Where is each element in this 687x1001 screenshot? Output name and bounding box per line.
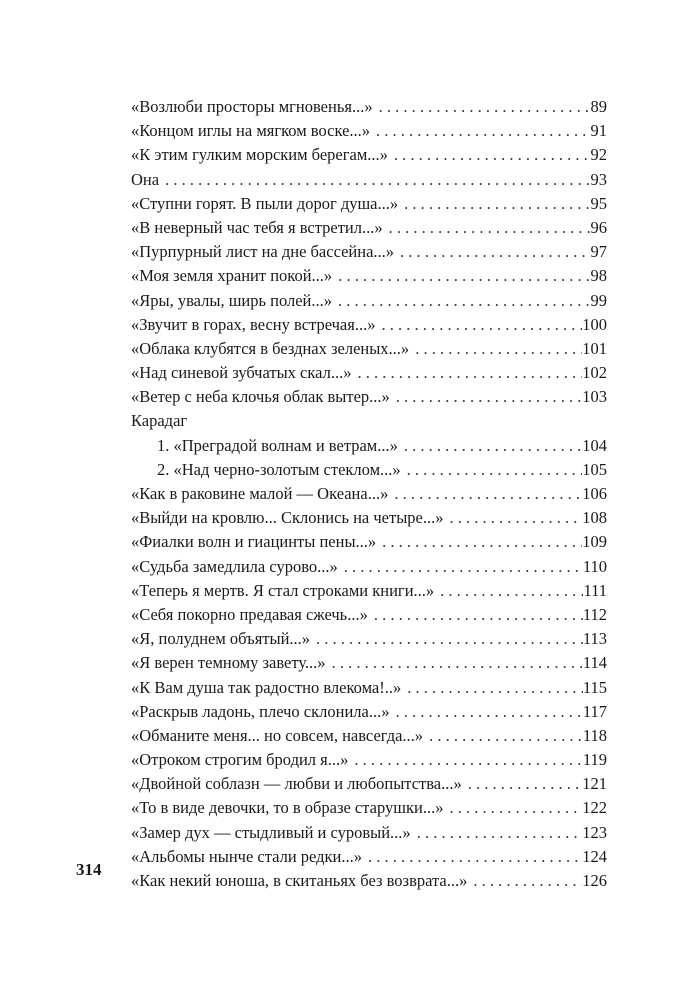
toc-entry-title: «Судьба замедлила сурово...» — [131, 556, 338, 576]
toc-entry-title: «Возлюби просторы мгновенья...» — [131, 97, 373, 116]
toc-entry-title: «Как некий юноша, в скитаньях без возврата...» — [131, 871, 468, 890]
toc-entry — [131, 724, 607, 748]
toc-entry-title: «Обманите меня... но совсем, навсегда...» — [131, 725, 424, 745]
leader-dots — [362, 845, 582, 869]
toc-entry-title: «Над синевой зубчатых скал...» — [131, 363, 352, 383]
toc-entry-title: «Облака клубятся в безднах зеленых...» — [131, 338, 410, 358]
leader-dots — [398, 434, 582, 458]
toc-entry-page: 124 — [582, 846, 607, 866]
toc-entry — [131, 821, 607, 845]
toc-entry-page: 104 — [582, 435, 607, 455]
toc-entry-title: «Раскрыв ладонь, плечо склонила...» — [131, 701, 390, 721]
leader-dots — [409, 337, 582, 361]
toc-entry-title: «То в виде девочки, то в образе старушки...» — [131, 798, 444, 818]
toc-section-title: Карадаг — [131, 411, 188, 431]
toc-section-heading — [131, 409, 607, 433]
toc-entry-title: «Фиалки волн и гиацинты пены...» — [131, 532, 377, 552]
toc-entry-page: 119 — [582, 750, 607, 770]
toc-entry-page: 111 — [583, 580, 607, 600]
toc-entry-title: 1. «Преградой волнам и ветрам...» — [157, 435, 398, 455]
toc-entry — [131, 869, 607, 893]
leader-dots — [332, 264, 590, 288]
toc-entry-page: 101 — [582, 338, 607, 358]
toc-entry — [131, 385, 607, 409]
toc-entry-title: «Отроком строгим бродил я...» — [131, 750, 349, 770]
leader-dots — [443, 796, 582, 820]
toc-entry-title: «Яры, увалы, ширь полей...» — [131, 290, 333, 310]
toc-entry — [131, 313, 607, 337]
toc-entry-title: «Ступни горят. В пыли дорог душа...» — [131, 193, 399, 213]
toc-entry-title: «К этим гулким морским берегам...» — [131, 145, 388, 165]
page-number: 314 — [76, 860, 102, 879]
leader-dots — [389, 700, 582, 724]
toc-entry-page: 95 — [590, 193, 607, 213]
toc-entry — [131, 627, 607, 651]
leader-dots — [159, 168, 590, 192]
toc-entry-page: 105 — [582, 459, 607, 479]
leader-dots — [375, 313, 582, 337]
toc-entry-title: «Теперь я мертв. Я стал строками книги...» — [131, 580, 435, 600]
leader-dots — [370, 119, 590, 143]
toc-entry-page: 106 — [582, 484, 607, 503]
toc-entry — [131, 143, 607, 167]
toc-entry-page: 100 — [582, 314, 607, 334]
toc-entry — [131, 337, 607, 361]
toc-entry-page: 102 — [582, 363, 607, 383]
leader-dots — [348, 748, 582, 772]
toc-entry — [131, 240, 607, 264]
leader-dots — [394, 240, 590, 264]
toc-entry-title: «Двойной соблазн — любви и любопытства...» — [131, 774, 462, 794]
toc-entry-title: 2. «Над черно-золотым стеклом...» — [157, 459, 401, 479]
toc-entry-page: 96 — [590, 217, 607, 237]
toc-entry-title: «Альбомы нынче стали редки...» — [131, 846, 363, 866]
toc-subentry — [131, 434, 607, 458]
leader-dots — [376, 530, 582, 554]
leader-dots — [462, 772, 582, 796]
toc-entry-page: 113 — [582, 629, 607, 649]
toc-entry — [131, 119, 607, 143]
toc-entry-page: 98 — [590, 266, 607, 286]
toc-entry — [131, 603, 607, 627]
toc-entry — [131, 361, 607, 385]
toc-entry-title: «Себя покорно предавая сжечь...» — [131, 604, 368, 624]
toc-entry-page: 126 — [582, 871, 607, 890]
toc-subentry — [131, 458, 607, 482]
leader-dots — [434, 579, 583, 603]
toc-entry — [131, 289, 607, 313]
leader-dots — [444, 506, 583, 530]
toc-entry-page: 108 — [582, 508, 607, 528]
toc-entry-title: Она — [131, 169, 160, 189]
toc-entry-page: 103 — [582, 387, 607, 407]
toc-entry-title: «Я, полуднем объятый...» — [131, 629, 311, 649]
leader-dots — [401, 676, 583, 700]
leader-dots — [332, 289, 590, 313]
toc-entry — [131, 216, 607, 240]
toc-entry — [131, 748, 607, 772]
toc-entry — [131, 95, 607, 119]
toc-entry-title: «Концом иглы на мягком воске...» — [131, 121, 371, 141]
toc-entry-title: «К Вам душа так радостно влекома!..» — [131, 677, 402, 697]
toc-entry — [131, 192, 607, 216]
toc-entry — [131, 676, 607, 700]
toc-entry-page: 122 — [582, 798, 607, 818]
toc-entry-page: 91 — [590, 121, 607, 141]
toc-entry-page: 121 — [582, 774, 607, 794]
toc-entry-page: 99 — [590, 290, 607, 310]
toc-entry-title: «Ветер с неба клочья облак вытер...» — [131, 387, 390, 407]
toc-entry-page: 110 — [582, 556, 607, 576]
leader-dots — [423, 724, 583, 748]
toc-entry-page: 109 — [582, 532, 607, 552]
toc-entry — [131, 530, 607, 554]
leader-dots — [373, 95, 591, 119]
toc-entry-page: 89 — [590, 97, 607, 116]
leader-dots — [388, 482, 582, 506]
toc-entry-page: 97 — [590, 242, 607, 262]
toc-entry — [131, 651, 607, 675]
leader-dots — [368, 603, 583, 627]
toc-entry-page: 112 — [582, 604, 607, 624]
leader-dots — [338, 555, 583, 579]
leader-dots — [351, 361, 582, 385]
toc-entry-title: «Как в раковине малой — Океана...» — [131, 484, 389, 503]
toc-entry — [131, 506, 607, 530]
toc-entry-page: 118 — [582, 725, 607, 745]
toc-entry — [131, 845, 607, 869]
toc-entry-page: 114 — [582, 653, 607, 673]
leader-dots — [326, 651, 583, 675]
leader-dots — [411, 821, 583, 845]
toc-entry — [131, 482, 607, 506]
toc-entry — [131, 796, 607, 820]
toc-entry-page: 92 — [590, 145, 607, 165]
leader-dots — [401, 458, 583, 482]
leader-dots — [388, 143, 591, 167]
toc-entry — [131, 555, 607, 579]
toc-entry — [131, 168, 607, 192]
toc-entry-title: «Пурпурный лист на дне бассейна...» — [131, 242, 395, 262]
toc-entry-title: «Замер дух — стыдливый и суровый...» — [131, 822, 411, 842]
leader-dots — [310, 627, 583, 651]
toc-entry-title: «В неверный час тебя я встретил...» — [131, 217, 383, 237]
toc-entry — [131, 700, 607, 724]
toc-entry-title: «Я верен темному завету...» — [131, 653, 326, 673]
toc-entry-page: 123 — [582, 822, 607, 842]
leader-dots — [467, 869, 582, 893]
toc-entry-title: «Звучит в горах, весну встречая...» — [131, 314, 376, 334]
toc-entry — [131, 772, 607, 796]
toc-entry-page: 115 — [582, 677, 607, 697]
toc-entry — [131, 264, 607, 288]
toc-entry — [131, 579, 607, 603]
toc-entry-page: 117 — [582, 701, 607, 721]
toc-entry-title: «Моя земля хранит покой...» — [131, 266, 333, 286]
toc-entry-page: 93 — [590, 169, 607, 189]
leader-dots — [390, 385, 582, 409]
leader-dots — [383, 216, 591, 240]
toc-entry-title: «Выйди на кровлю... Склонись на четыре...» — [131, 508, 444, 528]
leader-dots — [398, 192, 590, 216]
table-of-contents — [131, 95, 607, 893]
